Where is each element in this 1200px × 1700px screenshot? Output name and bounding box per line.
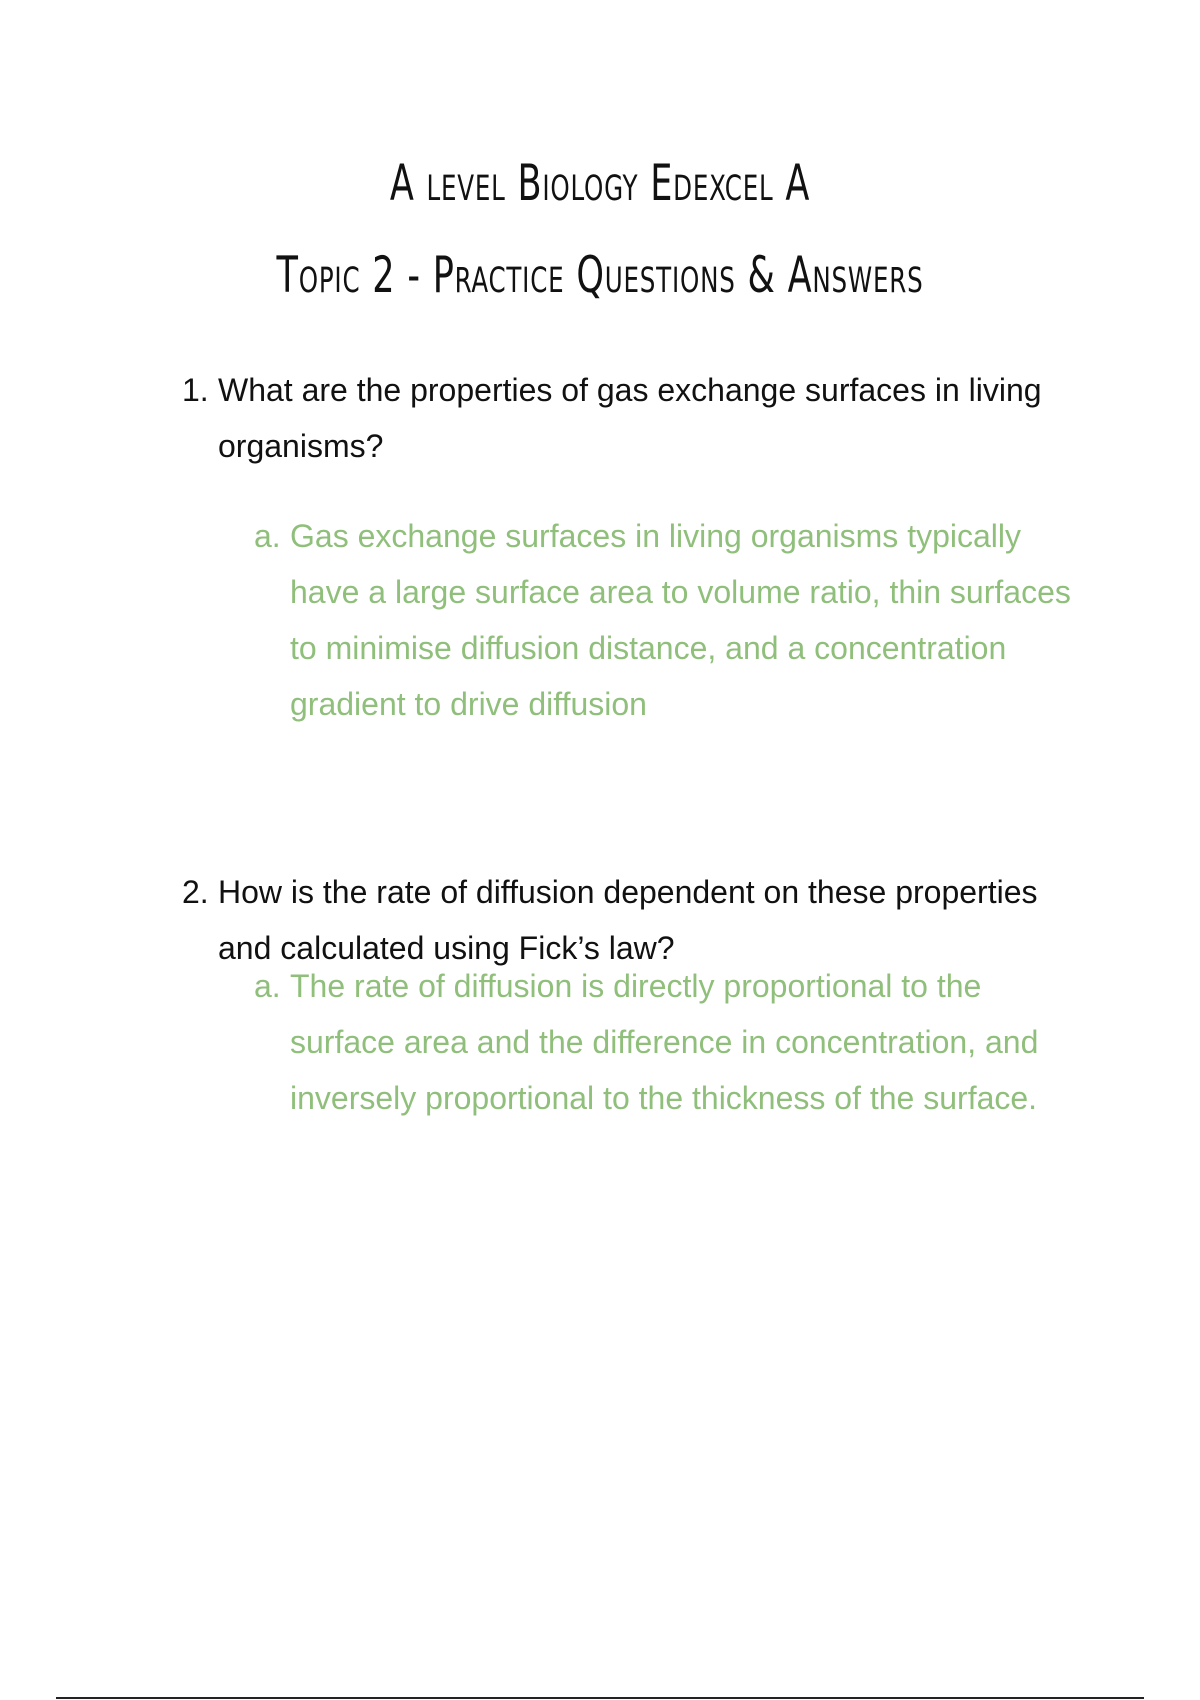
question-text: What are the properties of gas exchange surfaces in living organisms? bbox=[218, 372, 1042, 464]
question-1 bbox=[182, 362, 1062, 474]
title-line-1: A level Biology Edexcel A bbox=[389, 154, 811, 212]
question-text: How is the rate of diffusion dependent on these properties and calculated using Fick’s law? bbox=[218, 874, 1038, 966]
title-line-2: Topic 2 - Practice Questions & Answers bbox=[276, 246, 924, 304]
answer-letter: a. bbox=[254, 518, 281, 554]
answer-1 bbox=[254, 508, 1074, 732]
answer-letter: a. bbox=[254, 968, 281, 1004]
footer-divider bbox=[56, 1697, 1144, 1699]
answer-text: Gas exchange surfaces in living organisms typically have a large surface area to volume ratio, thin surfaces to minimise diffusion distance, and a concentration gradient to drive diffusion bbox=[290, 518, 1071, 722]
answer-2 bbox=[254, 958, 1074, 1126]
question-number: 1. bbox=[182, 372, 209, 408]
title-block bbox=[0, 150, 1200, 304]
answer-text: The rate of diffusion is directly proportional to the surface area and the difference in concentration, and inversely proportional to the thickness of the surface. bbox=[290, 968, 1039, 1116]
question-number: 2. bbox=[182, 874, 209, 910]
